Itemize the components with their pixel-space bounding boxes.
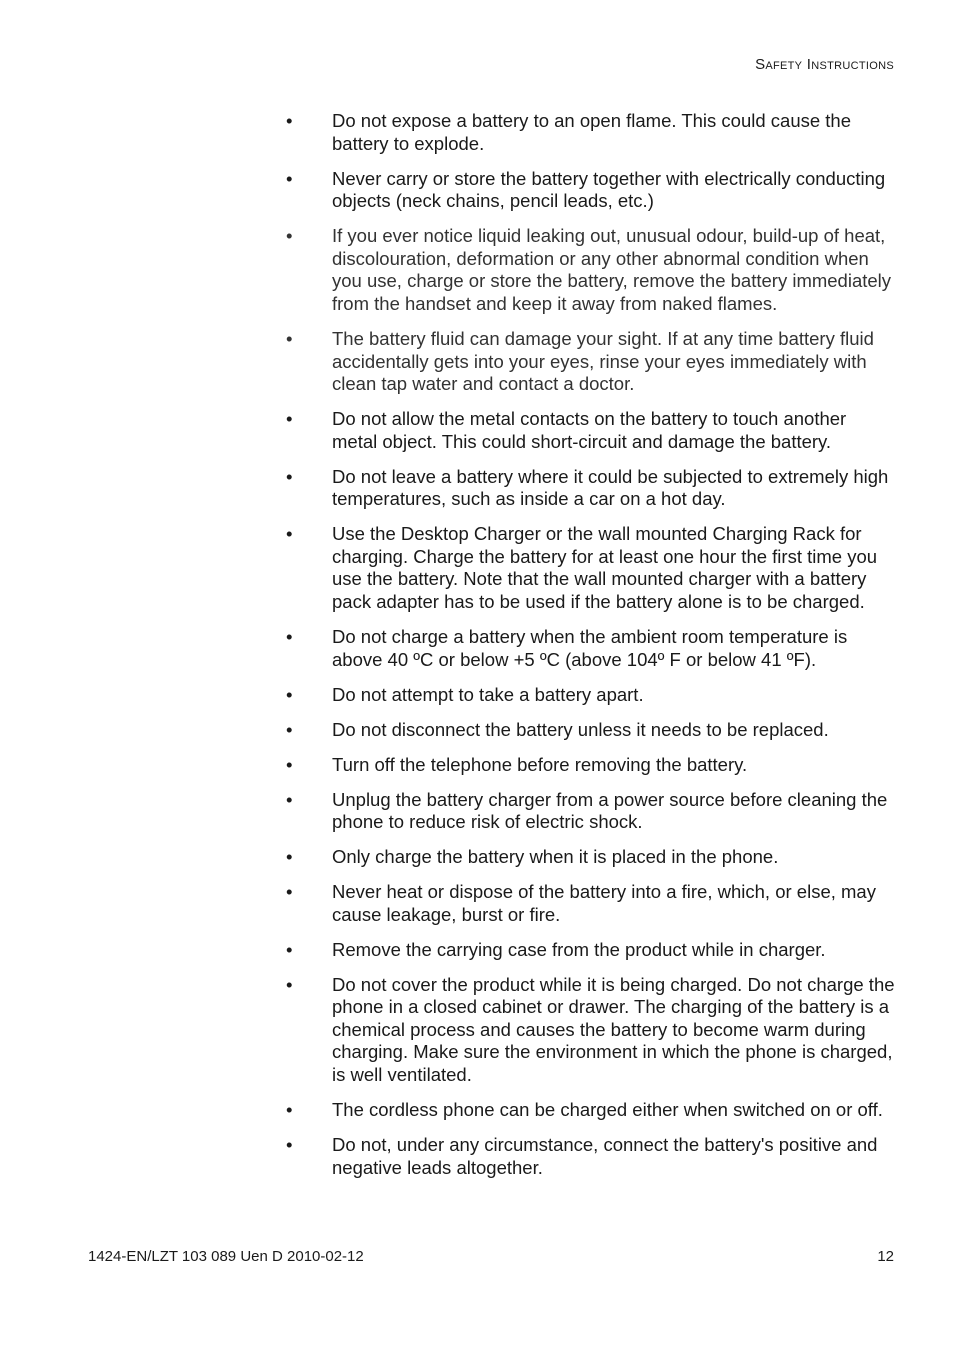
list-item-text: Turn off the telephone before removing the battery. (332, 753, 748, 775)
list-item-text: Use the Desktop Charger or the wall mounted Charging Rack for charging. Charge the battery for at least one hour the first time you use the battery. Note that the wall mounted charger with a battery pack adapter has to be used if the battery alone is to be charged. (332, 523, 878, 613)
bullet-icon: • (286, 683, 293, 705)
list-item (286, 523, 896, 613)
running-header: Safety Instructions (755, 56, 894, 73)
list-item (286, 789, 896, 834)
list-item (286, 168, 896, 213)
list-item (286, 1099, 896, 1122)
list-item (286, 466, 896, 511)
list-item-text: Never carry or store the battery together with electrically conducting objects (neck chains, pencil leads, etc.) (332, 167, 886, 212)
bullet-icon: • (286, 110, 293, 131)
bullet-icon: • (286, 753, 293, 775)
list-item-text: Do not disconnect the battery unless it needs to be replaced. (332, 718, 829, 740)
bullet-icon: • (286, 626, 293, 648)
list-item-text: Do not leave a battery where it could be subjected to extremely high temperatures, such as inside a car on a hot day. (332, 465, 889, 510)
bullet-icon: • (286, 465, 293, 487)
bullet-icon: • (286, 846, 293, 868)
list-item (286, 626, 896, 671)
list-item (286, 754, 896, 777)
list-item-text: Never heat or dispose of the battery into a fire, which, or else, may cause leakage, burst or fire. (332, 881, 876, 925)
bullet-icon: • (286, 718, 293, 740)
list-item (286, 110, 896, 155)
list-item-text: Do not expose a battery to an open flame. This could cause the battery to explode. (332, 110, 852, 154)
bullet-icon: • (286, 1134, 293, 1156)
list-item-text: If you ever notice liquid leaking out, unusual odour, build-up of heat, discolouration, deformation or any other abnormal condition when you use, charge or store the battery, remove the battery immediately from the handset and keep it away from naked flames. (332, 225, 892, 314)
bullet-icon: • (286, 327, 293, 349)
list-item (286, 225, 896, 315)
list-item-text: Remove the carrying case from the product while in charger. (332, 938, 826, 960)
document-id: 1424-EN/LZT 103 089 Uen D 2010-02-12 (88, 1248, 364, 1265)
list-item (286, 881, 896, 926)
list-item-text: The battery fluid can damage your sight. If at any time battery fluid accidentally gets into your eyes, rinse your eyes immediately with clean tap water and contact a doctor. (332, 327, 874, 395)
bullet-icon: • (286, 167, 293, 189)
list-item-text: Do not cover the product while it is being charged. Do not charge the phone in a closed cabinet or drawer. The charging of the battery is a chemical process and causes the battery to become warm during charging. Make sure the environment in which the phone is charged, is well ventilated. (332, 973, 895, 1086)
list-item-text: Do not attempt to take a battery apart. (332, 683, 644, 705)
bullet-icon: • (286, 523, 293, 545)
list-item-text: The cordless phone can be charged either when switched on or off. (332, 1099, 883, 1121)
bullet-icon: • (286, 938, 293, 960)
list-item (286, 939, 896, 962)
bullet-icon: • (286, 408, 293, 430)
list-item (286, 846, 896, 869)
bullet-icon: • (286, 788, 293, 810)
list-item (286, 1134, 896, 1179)
list-item (286, 719, 896, 742)
bullet-icon: • (286, 881, 293, 903)
page-number: 12 (877, 1248, 894, 1265)
list-item-text: Only charge the battery when it is placed in the phone. (332, 846, 779, 868)
list-item-text: Do not allow the metal contacts on the battery to touch another metal object. This could short-circuit and damage the battery. (332, 408, 847, 452)
list-item-text: Do not charge a battery when the ambient room temperature is above 40 ºC or below +5 ºC (above 104º F or below 41 ºF). (332, 626, 848, 670)
list-item (286, 408, 896, 453)
safety-instructions-list (286, 110, 896, 1192)
list-item (286, 684, 896, 707)
bullet-icon: • (286, 225, 293, 247)
bullet-icon: • (286, 1099, 293, 1121)
list-item (286, 974, 896, 1087)
list-item-text: Unplug the battery charger from a power source before cleaning the phone to reduce risk of electric shock. (332, 788, 888, 833)
list-item-text: Do not, under any circumstance, connect the battery's positive and negative leads altogether. (332, 1134, 878, 1178)
bullet-icon: • (286, 973, 293, 995)
list-item (286, 328, 896, 396)
